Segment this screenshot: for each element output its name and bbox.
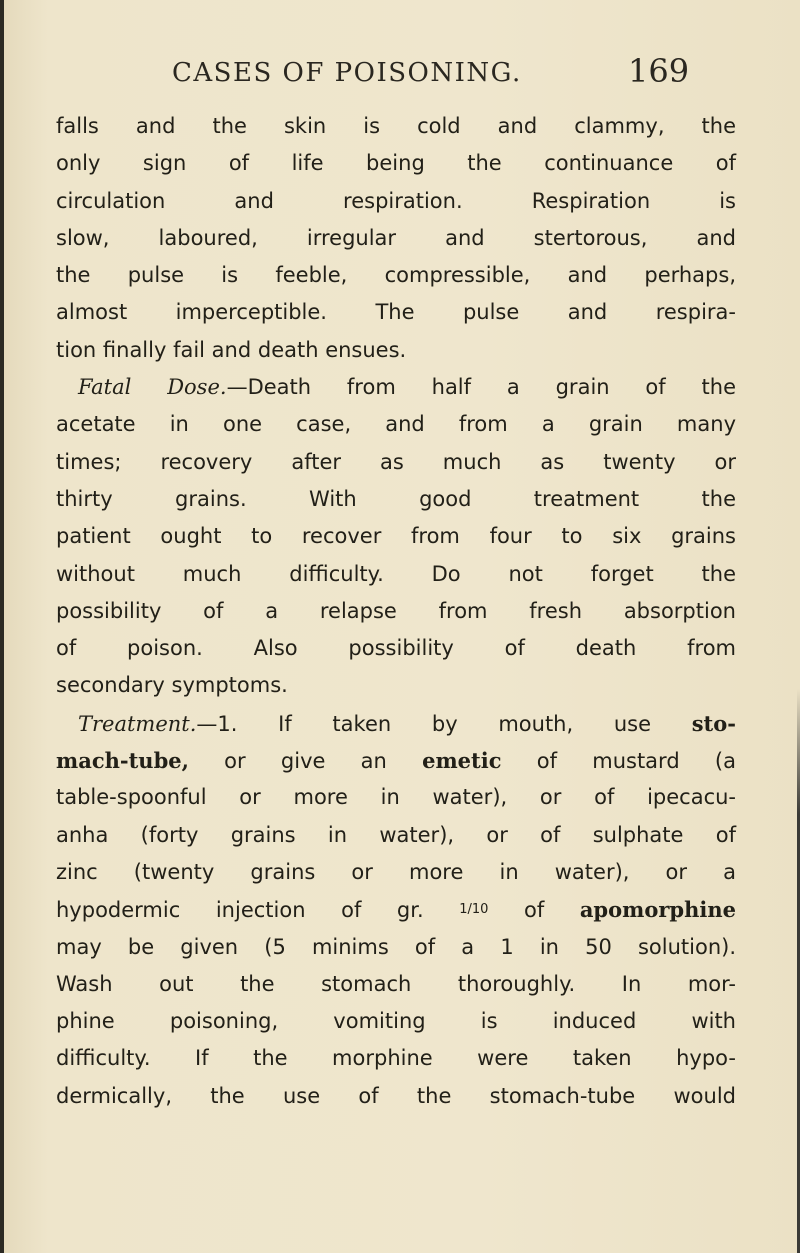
text-run: hypodermic injection of gr. [56, 898, 424, 923]
text-line: patient ought to recover from four to six grains [56, 524, 736, 549]
text-line: dermically, the use of the stomach-tube would [56, 1083, 736, 1108]
text-line: without much difficulty. Do not forget the [56, 561, 736, 586]
text-line-mixed [56, 891, 736, 928]
text-line: possibility of a relapse from fresh absorption [56, 598, 736, 623]
page-binding-edge [0, 0, 4, 1253]
running-head [172, 48, 732, 98]
fraction: 1/10 [459, 902, 489, 918]
text-line: table-spoonful or more in water), or of ipecacu- [56, 785, 736, 810]
text-line: tion finally fail and death ensues. [56, 337, 407, 362]
text-line: secondary symptoms. [56, 673, 288, 698]
bold-term: apomorphine [579, 897, 736, 923]
text-run: of mustard (a [536, 749, 736, 774]
text-line: zinc (twenty grains or more in water), or a [56, 859, 736, 884]
text-line-mixed [56, 742, 736, 779]
text-run: —1. If taken by mouth, use [196, 711, 652, 736]
text-line: almost imperceptible. The pulse and respira- [56, 300, 736, 325]
fatal-dose-heading: Fatal Dose. [78, 375, 227, 400]
running-head-title: CASES OF POISONING. [172, 58, 522, 88]
bold-term: emetic [422, 748, 502, 774]
treatment-paragraph-start [56, 705, 736, 742]
bold-term: sto- [691, 710, 736, 736]
bold-term: mach-tube, [56, 748, 189, 774]
body-text [56, 108, 736, 1115]
text-line: acetate in one case, and from a grain many [56, 412, 736, 437]
text-line: circulation and respiration. Respiration is [56, 188, 736, 213]
page-number: 169 [628, 52, 690, 90]
text-line: anha (forty grains in water), or of sulphate of [56, 822, 736, 847]
fatal-dose-paragraph-start [56, 369, 736, 406]
text-line: of poison. Also possibility of death from [56, 636, 736, 661]
text-line: slow, laboured, irregular and stertorous, and [56, 225, 736, 250]
treatment-heading: Treatment. [78, 711, 197, 736]
text-run: or give an [224, 749, 387, 774]
text-run: of [523, 898, 545, 923]
text-line: phine poisoning, vomiting is induced with [56, 1009, 736, 1034]
text-line: times; recovery after as much as twenty or [56, 449, 736, 474]
text-run: —Death from half a grain of the [226, 375, 736, 400]
text-line: only sign of life being the continuance of [56, 151, 736, 176]
text-line: may be given (5 minims of a 1 in 50 solution). [56, 934, 736, 959]
text-line: difficulty. If the morphine were taken hypo- [56, 1046, 736, 1071]
text-line: Wash out the stomach thoroughly. In mor- [56, 971, 736, 996]
text-line: falls and the skin is cold and clammy, the [56, 114, 736, 138]
text-line: the pulse is feeble, compressible, and perhaps, [56, 263, 736, 288]
text-line: thirty grains. With good treatment the [56, 486, 736, 511]
